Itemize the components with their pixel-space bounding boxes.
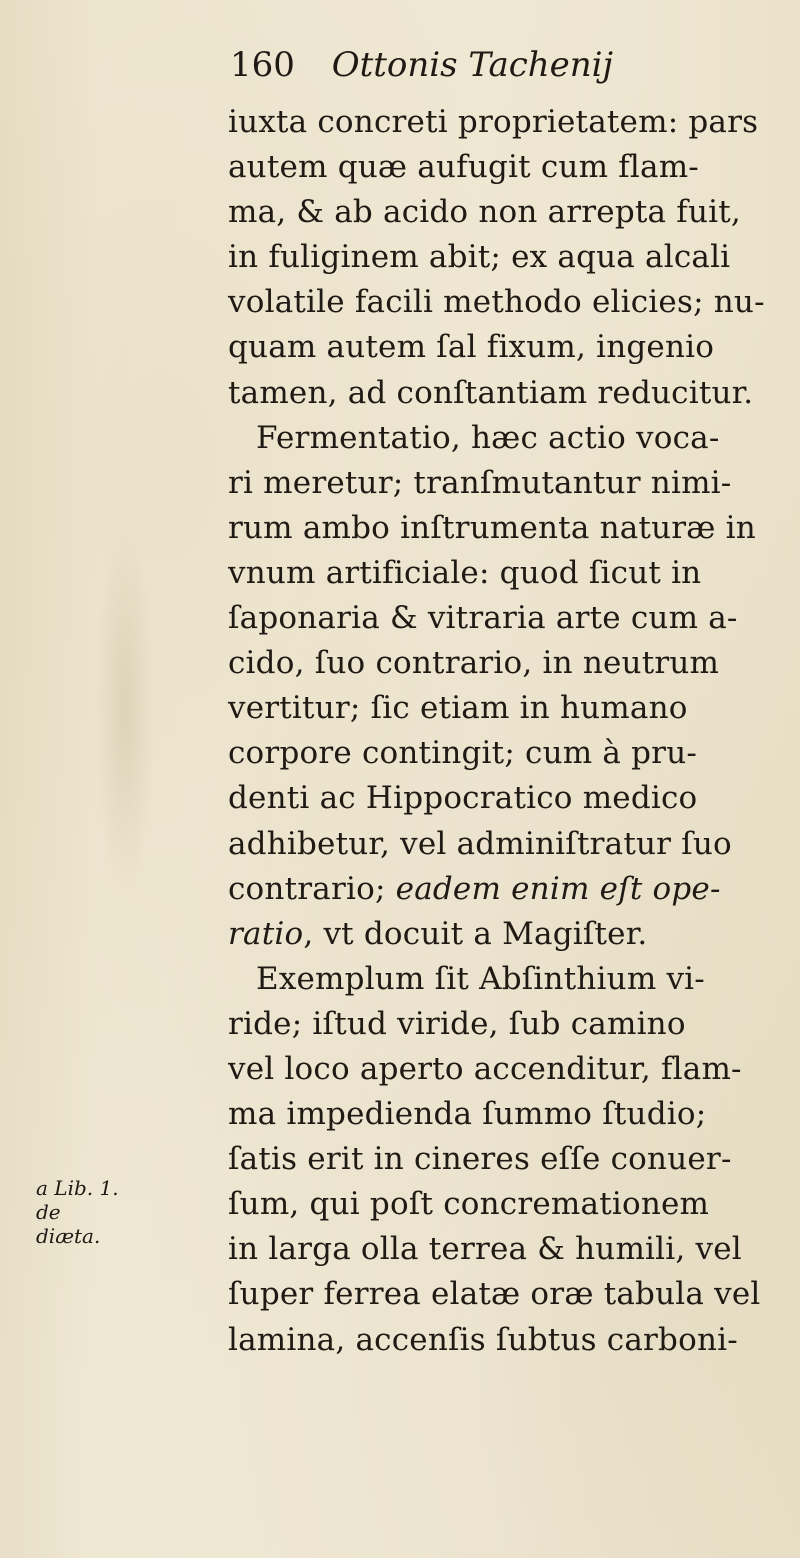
text-line: denti ac Hippocratico medico xyxy=(228,780,698,817)
text-line: Exemplum ſit Abſinthium vi- xyxy=(256,960,705,997)
text-line xyxy=(228,912,793,957)
running-head xyxy=(230,45,614,85)
page-number: 160 xyxy=(230,45,295,85)
marginal-note xyxy=(36,1176,126,1248)
text-line: ma impedienda ſummo ſtudio; xyxy=(228,1096,707,1133)
text-segment: contrario; xyxy=(228,870,396,907)
text-line: Fermentatio, hæc actio voca- xyxy=(256,419,720,456)
text-line: lamina, accenſis ſubtus carboni- xyxy=(228,1321,738,1358)
text-line: ride; iſtud viride, ſub camino xyxy=(228,1005,686,1042)
text-line: ſatis erit in cineres eſſe conuer- xyxy=(228,1141,732,1178)
text-line: cido, ſuo contrario, in neutrum xyxy=(228,645,720,682)
text-line: ſuper ferrea elatæ oræ tabula vel xyxy=(228,1276,761,1313)
text-line: tamen, ad conſtantiam reducitur. xyxy=(228,374,754,411)
italic-text: ratio xyxy=(228,915,304,952)
text-segment: , vt docuit a Magiſter. xyxy=(303,915,648,952)
text-line: vel loco aperto accenditur, flam- xyxy=(228,1050,742,1087)
italic-text: eadem enim eſt ope- xyxy=(395,870,721,907)
text-line xyxy=(228,867,793,912)
text-line: corpore contingit; cum à pru- xyxy=(228,735,698,772)
text-line: in fuliginem abit; ex aqua alcali xyxy=(228,239,731,276)
marginal-note-line: a Lib. 1. de xyxy=(36,1176,119,1224)
body-text xyxy=(228,100,793,1363)
running-title: Ottonis Tachenij xyxy=(331,45,614,85)
ink-bleed-stain xyxy=(95,520,155,900)
text-line: vertitur; ſic etiam in humano xyxy=(228,690,688,727)
text-line: adhibetur, vel adminiſtratur ſuo xyxy=(228,825,732,862)
text-line: vnum artificiale: quod ſicut in xyxy=(228,554,702,591)
text-line: ma, & ab acido non arrepta fuit, xyxy=(228,194,741,231)
marginal-note-line: diæta. xyxy=(36,1224,101,1248)
text-line: volatile facili methodo elicies; nu- xyxy=(228,284,765,321)
text-line: autem quæ aufugit cum flam- xyxy=(228,149,699,186)
text-line: ſum, qui poſt concremationem xyxy=(228,1186,710,1223)
text-line: ſaponaria & vitraria arte cum a- xyxy=(228,600,738,637)
text-line: ri meretur; tranſmutantur nimi- xyxy=(228,464,732,501)
text-line: in larga olla terrea & humili, vel xyxy=(228,1231,742,1268)
text-line: rum ambo inſtrumenta naturæ in xyxy=(228,509,756,546)
text-line: quam autem ſal fixum, ingenio xyxy=(228,329,715,366)
text-line: iuxta concreti proprietatem: pars xyxy=(228,104,759,140)
